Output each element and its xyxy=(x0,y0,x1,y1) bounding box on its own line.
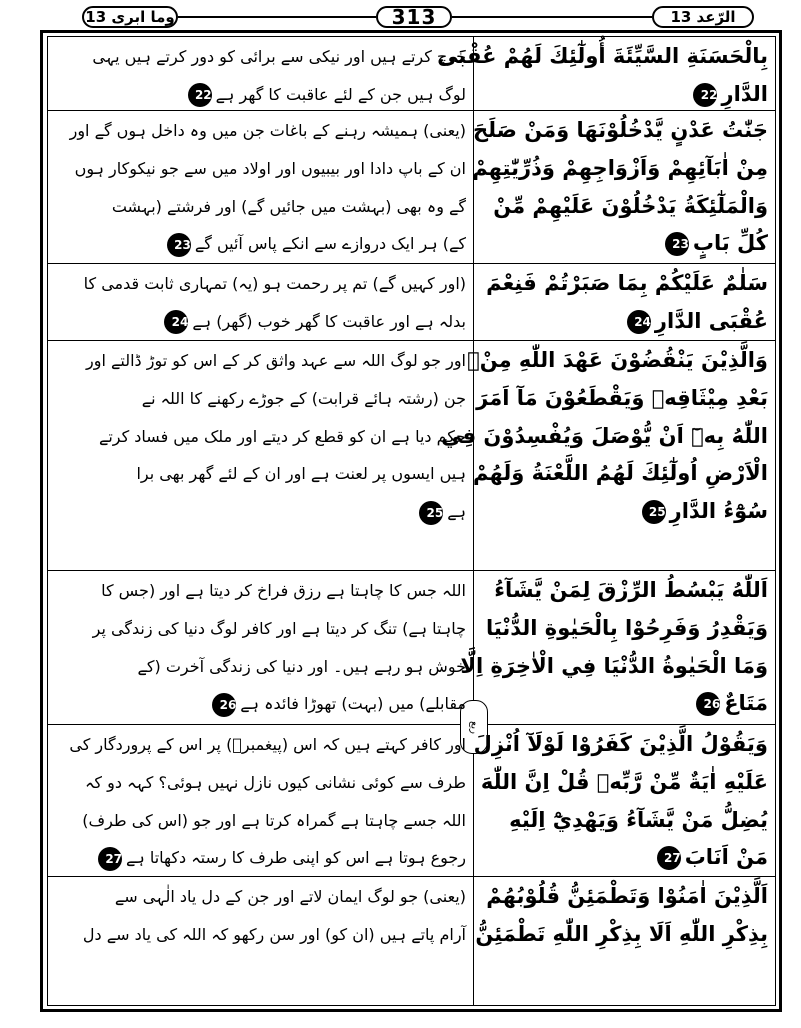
ruku-marker-icon: ربع xyxy=(460,700,488,754)
ayah-number-marker: 27 xyxy=(98,847,122,871)
urdu-translation-block xyxy=(58,112,466,263)
urdu-line: اور کافر کہتے ہیں کہ اس (پیغمبرؐ) پر اس کے پروردگار کی xyxy=(69,735,466,754)
arabic-line: اللّٰهُ بِهٖٓ اَنْ يُّوْصَلَ وَيُفْسِدُوْنَ فِي xyxy=(441,423,768,448)
arabic-line xyxy=(486,303,768,341)
arabic-line: وَيَقْدِرُ وَفَرِحُوْا بِالْحَيٰوةِ الدُّنْيَا xyxy=(485,615,768,640)
urdu-line: آرام پاتے ہیں (ان کو) اور سن رکھو کہ اللہ کی یاد سے دل xyxy=(82,924,466,944)
arabic-line: وَيَقُوْلُ الَّذِيْنَ كَفَرُوْا لَوْلَآ اُنْزِلَ xyxy=(473,732,768,756)
arabic-line: جَنّٰتُ عَدْنٍ يَّدْخُلُوْنَهَا وَمَنْ صَلَحَ xyxy=(472,118,768,142)
urdu-line xyxy=(58,839,466,877)
arabic-line: يُضِلُّ مَنْ يَّشَآءُ وَيَهْدِيْٓ اِلَيْهِ xyxy=(509,807,768,832)
urdu-line: ان کے باپ دادا اور بیبیوں اور اولاد میں سے جو نیکوکار ہوں xyxy=(74,158,466,178)
block-separator xyxy=(47,724,776,725)
ayah-number-marker: 27 xyxy=(657,846,681,870)
header-rule-right xyxy=(452,16,652,18)
urdu-line xyxy=(58,225,466,263)
header-para-label: وما ابری 13 xyxy=(82,6,178,28)
arabic-line: وَالَّذِيْنَ يَنْقُضُوْنَ عَهْدَ اللّٰهِ مِنْۢ xyxy=(467,348,768,372)
arabic-verse-block xyxy=(486,265,768,341)
urdu-line-text: لوگ ہیں جن کے لئے عاقبت کا گھر ہے xyxy=(215,84,466,104)
ayah-number-marker: 23 xyxy=(167,233,191,257)
urdu-line: (یعنی) ہمیشہ رہنے کے باغات جن میں وہ داخل ہوں گے اور xyxy=(69,121,466,140)
urdu-line: خوش ہو رہے ہیں۔ اور دنیا کی زندگی آخرت (کے xyxy=(137,656,466,676)
urdu-line xyxy=(58,685,466,723)
arabic-line: وَالْمَلٰٓئِكَةُ يَدْخُلُوْنَ عَلَيْهِمْ مِّنْ xyxy=(493,193,768,218)
ayah-number-marker: 25 xyxy=(419,501,443,525)
urdu-line: طرف سے کوئی نشانی کیوں نازل نہیں ہوئی؟ کہہ دو کہ xyxy=(85,772,466,792)
urdu-line-text: رجوع ہوتا ہے اس کو اپنی طرف کا رستہ دکھاتا ہے xyxy=(126,848,466,868)
ayah-number-marker: 25 xyxy=(642,500,666,524)
arabic-line xyxy=(486,493,768,531)
urdu-line: (یعنی) جو لوگ ایمان لاتے اور جن کے دل یاد الٰہی سے xyxy=(114,887,466,906)
arabic-line: بِذِكْرِ اللّٰهِ اَلَا بِذِكْرِ اللّٰهِ تَطْمَئِنُّ xyxy=(475,921,768,946)
ayah-number-marker: 26 xyxy=(212,693,236,717)
arabic-verse-block xyxy=(437,38,768,114)
ayah-number-marker: 23 xyxy=(665,232,689,256)
arabic-line: مِنْ اٰبَآئِهِمْ وَاَزْوَاجِهِمْ وَذُرِّيّٰتِهِمْ xyxy=(472,155,768,180)
urdu-line: اور جو لوگ اللہ سے عہد واثق کر کے اس کو توڑ ڈالتے اور xyxy=(86,351,466,370)
ayah-number-marker: 22 xyxy=(188,83,212,107)
urdu-line: اللہ جسے چاہتا ہے گمراہ کرتا ہے اور جو (اس کی طرف) xyxy=(82,810,466,830)
ayah-number-marker: 26 xyxy=(696,692,720,716)
urdu-line-text: کے) ہر ایک دروازے سے انکے پاس آئیں گے xyxy=(194,234,466,254)
urdu-line xyxy=(58,76,466,114)
urdu-line xyxy=(58,303,466,341)
urdu-line-text: مقابلے) میں (بہت) تھوڑا فائدہ ہے xyxy=(240,694,466,714)
urdu-line: حکم دیا ہے ان کو قطع کر دیتے اور ملک میں فساد کرتے xyxy=(98,426,466,446)
urdu-translation-block xyxy=(58,265,466,341)
urdu-line: (اور کہیں گے) تم پر رحمت ہو (یہ) تمہاری ثابت قدمی کا xyxy=(83,274,466,293)
arabic-line xyxy=(486,225,768,263)
arabic-line-text: كُلِّ بَابٍ xyxy=(692,231,768,256)
ayah-number-marker: 22 xyxy=(693,83,717,107)
arabic-line: اَللّٰهُ يَبْسُطُ الرِّزْقَ لِمَنْ يَّشَآءُ xyxy=(494,578,768,602)
arabic-line xyxy=(486,839,768,877)
arabic-line-text: الدَّارِ xyxy=(721,81,768,106)
urdu-line: خرچ کرتے ہیں اور نیکی سے برائی کو دور کرتے ہیں یہی xyxy=(92,47,466,66)
arabic-verse-block xyxy=(472,112,768,263)
arabic-line: عَلَيْهِ اٰيَةٌ مِّنْ رَّبِّهٖ قُلْ اِنَّ اللّٰهَ xyxy=(480,769,768,794)
arabic-line: بِالْحَسَنَةِ السَّيِّئَةَ أُولٰٓئِكَ لَهُمْ عُقْبَى xyxy=(437,44,768,68)
urdu-translation-block xyxy=(58,572,466,723)
urdu-line-text: ہے xyxy=(447,502,466,522)
arabic-verse-block xyxy=(473,726,768,877)
arabic-line-text: مَتَاعٌ xyxy=(724,691,768,716)
urdu-line xyxy=(58,493,466,531)
arabic-line: الْاَرْضِ اُولٰٓئِكَ لَهُمُ اللَّعْنَةُ وَلَهُمْ xyxy=(473,461,768,486)
arabic-line xyxy=(486,76,768,114)
arabic-verse-block xyxy=(460,572,768,723)
urdu-line: جن (رشتہ ہائے قرابت) کے جوڑے رکھنے کا اللہ نے xyxy=(141,388,466,408)
urdu-line: ہیں ایسوں پر لعنت ہے اور ان کے لئے گھر بھی برا xyxy=(136,464,466,484)
ayah-number-marker: 24 xyxy=(164,310,188,334)
urdu-line: چاہتا ہے) تنگ کر دیتا ہے اور کافر لوگ دنیا کی زندگی پر xyxy=(92,618,466,638)
urdu-line: اللہ جس کا چاہتا ہے رزق فراخ کر دیتا ہے اور (جس کا xyxy=(101,581,466,600)
block-separator xyxy=(47,570,776,571)
urdu-translation-block xyxy=(58,38,466,114)
arabic-line: وَمَا الْحَيٰوةُ الدُّنْيَا فِي الْاٰخِرَةِ اِلَّا xyxy=(460,653,768,678)
arabic-line xyxy=(486,685,768,723)
arabic-line-text: سُوْٓءُ الدَّارِ xyxy=(669,499,768,524)
ayah-number-marker: 24 xyxy=(627,310,651,334)
urdu-translation-block xyxy=(58,342,466,531)
arabic-line-text: مَنْ اَنَابَ xyxy=(684,845,768,870)
header-rule-left xyxy=(178,16,376,18)
arabic-line: سَلٰمٌ عَلَيْكُمْ بِمَا صَبَرْتُمْ فَنِعْمَ xyxy=(486,271,768,295)
urdu-line: گے وہ بھی (بہشت میں جائیں گے) اور فرشتے (بہشت xyxy=(111,196,466,216)
header-surah-label: الرّعد 13 xyxy=(652,6,754,28)
arabic-verse-block xyxy=(475,878,768,954)
page-number: 313 xyxy=(376,6,452,28)
arabic-line-text: عُقْبَى الدَّارِ xyxy=(654,308,768,333)
urdu-line-text: بدلہ ہے اور عاقبت کا گھر خوب (گھر) ہے xyxy=(192,311,466,331)
urdu-translation-block xyxy=(58,726,466,877)
arabic-line: اَلَّذِيْنَ اٰمَنُوْا وَتَطْمَئِنُّ قُلُوْبُهُمْ xyxy=(486,884,768,908)
urdu-translation-block xyxy=(58,878,466,954)
arabic-line: بَعْدِ مِيْثَاقِهٖ وَيَقْطَعُوْنَ مَآ اَمَرَ xyxy=(476,385,768,410)
